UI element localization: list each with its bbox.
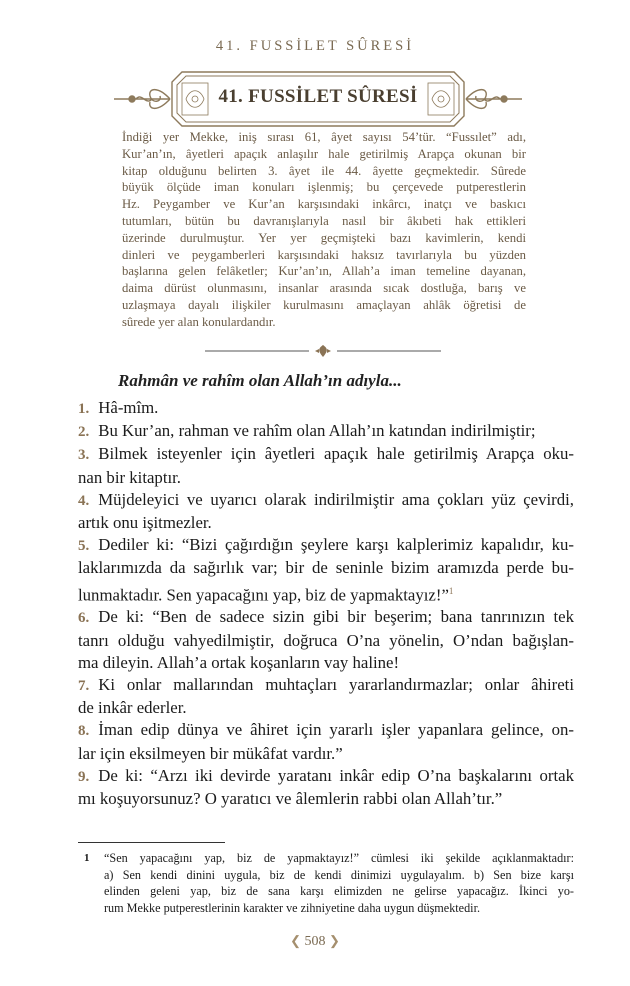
intro-line: tutumları, bütün bu davranışlarıyla nasıl bir âkıbeti hak ettikleri (122, 213, 526, 228)
verse-text-line: de inkâr ederler. (78, 698, 187, 718)
section-divider-ornament (205, 343, 441, 359)
verse-text-line: Ki onlar mallarından muhtaçları yararlandırmazlar; onlar âhireti (98, 675, 574, 695)
verse-number: 1. (78, 401, 90, 417)
verse-number: 9. (78, 768, 90, 785)
verse-text-line: ma dileyin. Allah’a ortak koşanların vay haline! (78, 652, 400, 672)
left-bracket-ornament: ❮ (290, 933, 301, 948)
verse-text-line: İman edip dünya ve âhiret için yararlı işler yapanlara gelince, on- (98, 720, 574, 740)
footnote-line: rum Mekke putperestlerinin karakter ve zihniyetine daha uygun düşmektedir. (104, 900, 481, 915)
verse-text-line: De ki: “Arzı iki devirde yaratanı inkâr edip O’na başkalarını ortak (98, 765, 574, 785)
intro-line: daima dürüst olunmasını, insanlar arasında sıcak dostluğa, barış ve (122, 281, 526, 296)
running-head: 41. FUSSİLET SÛRESİ (215, 38, 415, 54)
intro-line: dinleri ve peygamberleri karşısındaki haksız tavırlarıyla bu yüzden (122, 247, 526, 262)
footnote (78, 850, 574, 916)
chapter-title-banner (112, 66, 524, 132)
verse-number: 4. (78, 492, 90, 509)
verse-list (78, 397, 574, 810)
intro-line: Hz. Peygamber ve Kur’an karşısındaki inkârcı, inatçı ve baskıcı (122, 197, 526, 212)
verse-text-line: lunmaktadır. Sen yapacağını yap, biz de yapmaktayız!” (78, 585, 449, 605)
verse (78, 397, 574, 420)
intro-line: sûrede yer alan konulardandır. (122, 314, 276, 329)
right-bracket-ornament: ❯ (329, 933, 340, 948)
verse-number: 2. (78, 424, 90, 441)
verse-number: 6. (78, 610, 90, 627)
intro-line: uzlaşmaya dayalı ilişkiler kurulmasını amaçlayan ahlâk öğretisi de (122, 297, 526, 312)
basmala: Rahmân ve rahîm olan Allah’ın adıyla... (118, 371, 402, 390)
verse-text-line: lar için eksilmeyen bir mükâfat vardır.” (78, 743, 343, 763)
verse-text-line: laklarımızda da sağırlık var; bir de seninle bizim aramızda perde bu- (78, 558, 574, 578)
verse-text-line: artık onu işitmezler. (78, 513, 212, 533)
verse (78, 606, 574, 674)
intro-line: İndiği yer Mekke, iniş sırası 61, âyet sayısı 54’tür. “Fussılet” adı, (122, 130, 526, 144)
chapter-title: 41. FUSSİLET SÛRESİ (218, 86, 418, 107)
verse (78, 443, 574, 488)
footnote-line: elinden geleni yap, biz de sana karşı elimizden ne gelirse yapacağız. İkinci yo- (104, 884, 574, 899)
footnote-reference[interactable]: 1 (448, 585, 454, 596)
verse-text-line: Dediler ki: “Bizi çağırdığın şeylere karşı kalplerimiz kapalıdır, ku- (98, 535, 574, 555)
verse-number: 3. (78, 447, 90, 464)
verse (78, 765, 574, 810)
footnote-number: 1 (84, 852, 90, 864)
verse (78, 489, 574, 534)
surah-introduction (122, 129, 526, 331)
verse-text-line: nan bir kitaptır. (78, 467, 181, 487)
verse (78, 719, 574, 764)
intro-line: Kur’an’ın, âyetleri apaçık anlaşılır hale getirilmiş Arapça okunan bir (122, 146, 526, 161)
page-number (0, 933, 630, 950)
verse-text-line: mı koşuyorsunuz? O yaratıcı ve âlemlerin rabbi olan Allah’tır.” (78, 789, 503, 809)
intro-line: üzerinde durulmuştur. Yer yer geçmişteki bazı kavimlerin, kendi (122, 230, 526, 245)
verse-text-line: Bilmek isteyenler için âyetleri apaçık hale getirilmiş Arapça oku- (98, 444, 574, 464)
verse-text-line: De ki: “Ben de sadece sizin gibi bir beşerim; bana tanrınızın tek (98, 607, 574, 627)
footnote-separator (78, 842, 225, 843)
page-number-value: 508 (304, 934, 326, 949)
verse-text-line: Müjdeleyici ve uyarıcı olarak indirilmiştir ama çokları yüz çevirdi, (98, 489, 574, 509)
verse (78, 420, 574, 443)
verse-text-line: tanrı olduğu vahyedilmiştir, doğruca O’na yönelin, O’ndan bağışlan- (78, 630, 574, 650)
verse-text-line: Bu Kur’an, rahman ve rahîm olan Allah’ın katından indirilmiştir; (98, 421, 536, 441)
verse-number: 8. (78, 723, 90, 740)
intro-line: kitap olduğunu belirten 3. âyet ile 44. âyette geçmektedir. Sûrede (122, 163, 526, 178)
intro-line: başlarına gelen felâketler; Kur’an’ın, Allah’a iman temeline dayanan, (122, 264, 526, 279)
verse-text-line: Hâ-mîm. (98, 398, 159, 417)
intro-line: büyük ölçüde iman konuları işlenmiş; bu çerçevede putperestlerin (122, 180, 526, 195)
verse-number: 7. (78, 678, 90, 695)
footnote-line: a) Sen kendi dinini uygula, biz de kendi dinimizi uygulayalım. b) Sen bize karşı (104, 867, 574, 882)
footnote-line: “Sen yapacağını yap, biz de yapmaktayız!” cümlesi iki şekilde açıklanmaktadır: (104, 851, 574, 865)
verse (78, 534, 574, 606)
verse-number: 5. (78, 538, 90, 555)
verse (78, 674, 574, 719)
